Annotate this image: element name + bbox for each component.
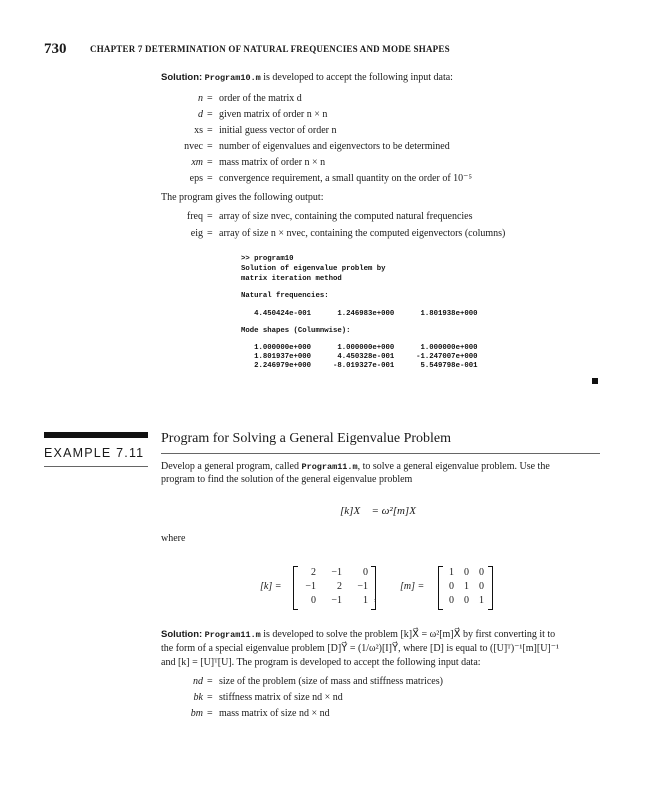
code-line: 1.801937e+000 4.450328e-001 -1.247007e+000 — [241, 353, 478, 361]
mass-matrix — [400, 564, 500, 612]
equals-sign: = — [207, 157, 213, 168]
definition-symbol: bm — [190, 708, 203, 719]
definition-text: given matrix of order n × n — [219, 109, 328, 120]
eigenvalue-equation: [k]X⃗ = ω²[m]X⃗ — [340, 505, 425, 517]
code-line: 4.450424e-001 1.246983e+000 1.801938e+000 — [241, 310, 478, 318]
definition-symbol: eig — [190, 228, 203, 239]
matrix-cell: 0 — [479, 581, 484, 592]
definition-text: order of the matrix d — [219, 93, 302, 104]
example-description — [161, 461, 601, 473]
example-title-rule — [161, 453, 600, 454]
matrix-cell: 2 — [311, 567, 316, 578]
matrix-cell: 0 — [311, 595, 316, 606]
definition-symbol: freq — [186, 211, 203, 222]
solution2-line3: and [k] = [U]ᵀ[U]. The program is developed to accept the following input data: — [161, 657, 481, 668]
equals-sign: = — [207, 708, 213, 719]
matrix-label: [m] = — [400, 581, 425, 592]
running-head: CHAPTER 7 DETERMINATION OF NATURAL FREQUENCIES AND MODE SHAPES — [90, 44, 450, 54]
matrix-cell: 0 — [464, 595, 469, 606]
right-bracket — [488, 566, 493, 610]
definition-symbol: bk — [193, 692, 203, 703]
where-label: where — [161, 533, 186, 544]
matrix-cell: 1 — [363, 595, 368, 606]
definition-text: mass matrix of order n × n — [219, 157, 326, 168]
solution2-line1 — [161, 629, 555, 641]
definition-symbol: nd — [193, 676, 203, 687]
matrix-cell: 0 — [363, 567, 368, 578]
example-bar — [44, 432, 148, 438]
code-line: >> program10 — [241, 255, 294, 263]
definition-symbol: d — [198, 109, 203, 120]
definition-text: number of eigenvalues and eigenvectors to be determined — [219, 141, 450, 152]
matrix-label: [k] = — [260, 581, 282, 592]
equals-sign: = — [207, 692, 213, 703]
matrix-cell: 0 — [449, 581, 454, 592]
equals-sign: = — [207, 228, 213, 239]
matrix-cell: 1 — [449, 567, 454, 578]
definition-symbol: xm — [191, 157, 203, 168]
solution-label: Solution: — [161, 629, 203, 640]
equals-sign: = — [207, 125, 213, 136]
equals-sign: = — [207, 93, 213, 104]
matrix-cell: 0 — [449, 595, 454, 606]
definition-text: size of the problem (size of mass and stiffness matrices) — [219, 676, 443, 687]
matrix-comma: , — [374, 592, 377, 603]
code-line: Mode shapes (Columnwise): — [241, 327, 351, 335]
matrix-cell: −1 — [331, 595, 342, 606]
definition-symbol: xs — [194, 125, 203, 136]
program-name: Program11.m — [301, 462, 358, 472]
solution2-line2: the form of a special eigenvalue problem [D]Y⃗ = (1/ω²)[I]Y⃗, where [D] is equal to ([U]ᵀ)⁻¹[m][U]⁻¹ — [161, 643, 560, 654]
stiffness-matrix — [260, 564, 380, 612]
code-line: matrix iteration method — [241, 275, 342, 283]
example-label: EXAMPLE 7.11 — [44, 446, 145, 460]
description-text: , to solve a general eigenvalue problem. Use the — [357, 461, 550, 472]
solution2-text: is developed to solve the problem [k]X⃗ = ω²[m]X⃗ by first converting it to — [263, 629, 556, 640]
definition-text: array of size n × nvec, containing the computed eigenvectors (columns) — [219, 228, 506, 239]
right-bracket — [371, 566, 376, 610]
matrix-cell: 2 — [337, 581, 342, 592]
page-number: 730 — [44, 41, 67, 57]
matrix-cell: −1 — [357, 581, 368, 592]
equals-sign: = — [207, 211, 213, 222]
end-of-example-square — [592, 378, 598, 384]
example-title: Program for Solving a General Eigenvalue Problem — [161, 431, 452, 446]
code-line: 2.246979e+000 -8.019327e-001 5.549798e-001 — [241, 362, 478, 370]
code-line: 1.000000e+000 1.000000e+000 1.000000e+000 — [241, 344, 478, 352]
equals-sign: = — [207, 676, 213, 687]
example-description-line2: program to find the solution of the general eigenvalue problem — [161, 474, 413, 485]
solution-intro-text: is developed to accept the following input data: — [263, 72, 453, 83]
matrix-cell: 0 — [479, 567, 484, 578]
example-label-rule — [44, 466, 148, 467]
left-bracket — [293, 566, 298, 610]
definition-text: initial guess vector of order n — [219, 125, 337, 136]
definition-symbol: eps — [189, 173, 203, 184]
definition-text: stiffness matrix of size nd × nd — [219, 692, 343, 703]
matrix-cell: 1 — [464, 581, 469, 592]
description-text: Develop a general program, called — [161, 461, 299, 472]
code-line: Natural frequencies: — [241, 292, 329, 300]
definition-symbol: n — [198, 93, 203, 104]
definition-text: convergence requirement, a small quantity on the order of 10⁻⁵ — [219, 173, 472, 184]
code-line: Solution of eigenvalue problem by — [241, 265, 386, 273]
output-intro: The program gives the following output: — [161, 192, 324, 203]
definition-text: mass matrix of size nd × nd — [219, 708, 330, 719]
matrix-cell: −1 — [331, 567, 342, 578]
matrix-cell: 1 — [479, 595, 484, 606]
equals-sign: = — [207, 109, 213, 120]
matrix-cell: −1 — [305, 581, 316, 592]
equals-sign: = — [207, 173, 213, 184]
solution-intro — [161, 72, 453, 84]
program-name: Program10.m — [204, 73, 261, 83]
matrix-cell: 0 — [464, 567, 469, 578]
program-name: Program11.m — [204, 630, 261, 640]
left-bracket — [438, 566, 443, 610]
solution-label: Solution: — [161, 72, 203, 83]
definition-text: array of size nvec, containing the computed natural frequencies — [219, 211, 473, 222]
equals-sign: = — [207, 141, 213, 152]
definition-symbol: nvec — [184, 141, 203, 152]
